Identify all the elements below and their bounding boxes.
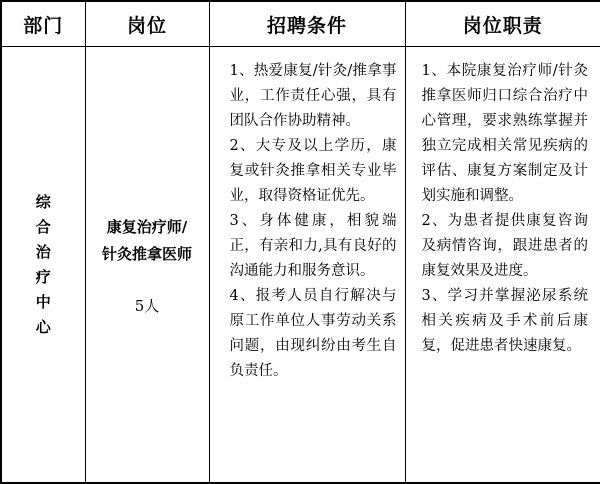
header-position: 岗位	[85, 1, 209, 47]
duty-item-1: 1、本院康复治疗师/针灸推拿医师归口综合治疗中心管理，要求熟练掌握并独立完成相关常见疾病的评估、康复方案制定及计划实施和调整。	[421, 63, 588, 204]
header-department: 部门	[1, 1, 85, 47]
condition-item-4: 4、报考人员自行解决与原工作单位人事劳动关系问题，由现纠纷由考生自负责任。	[229, 288, 397, 379]
header-row	[1, 1, 600, 47]
header-conditions: 招聘条件	[209, 1, 405, 47]
conditions-cell	[209, 47, 405, 484]
position-cell	[85, 47, 209, 484]
condition-item-3: 3、身体健康，相貌端正，有亲和力,具有良好的沟通能力和服务意识。	[229, 213, 397, 279]
condition-item-2: 2、大专及以上学历，康复或针灸推拿相关专业毕业，取得资格证优先。	[229, 138, 397, 204]
position-title-line1: 康复治疗师/	[106, 217, 188, 236]
department-name: 综合治疗中心	[35, 192, 51, 336]
condition-item-1: 1、热爱康复/针灸/推拿事业，工作责任心强，具有团队合作协助精神。	[229, 63, 397, 129]
header-duties: 岗位职责	[405, 1, 600, 47]
duty-item-3: 3、学习并掌握泌尿系统相关疾病及手术前后康复，促进患者快速康复。	[421, 288, 588, 354]
position-count: 5人	[134, 296, 160, 315]
department-cell	[1, 47, 85, 484]
table-row	[1, 47, 600, 484]
position-title-line2: 针灸推拿医师	[101, 244, 192, 263]
duty-item-2: 2、为患者提供康复咨询及病情咨询，跟进患者的康复效果及进度。	[421, 213, 588, 279]
duties-cell	[405, 47, 600, 484]
